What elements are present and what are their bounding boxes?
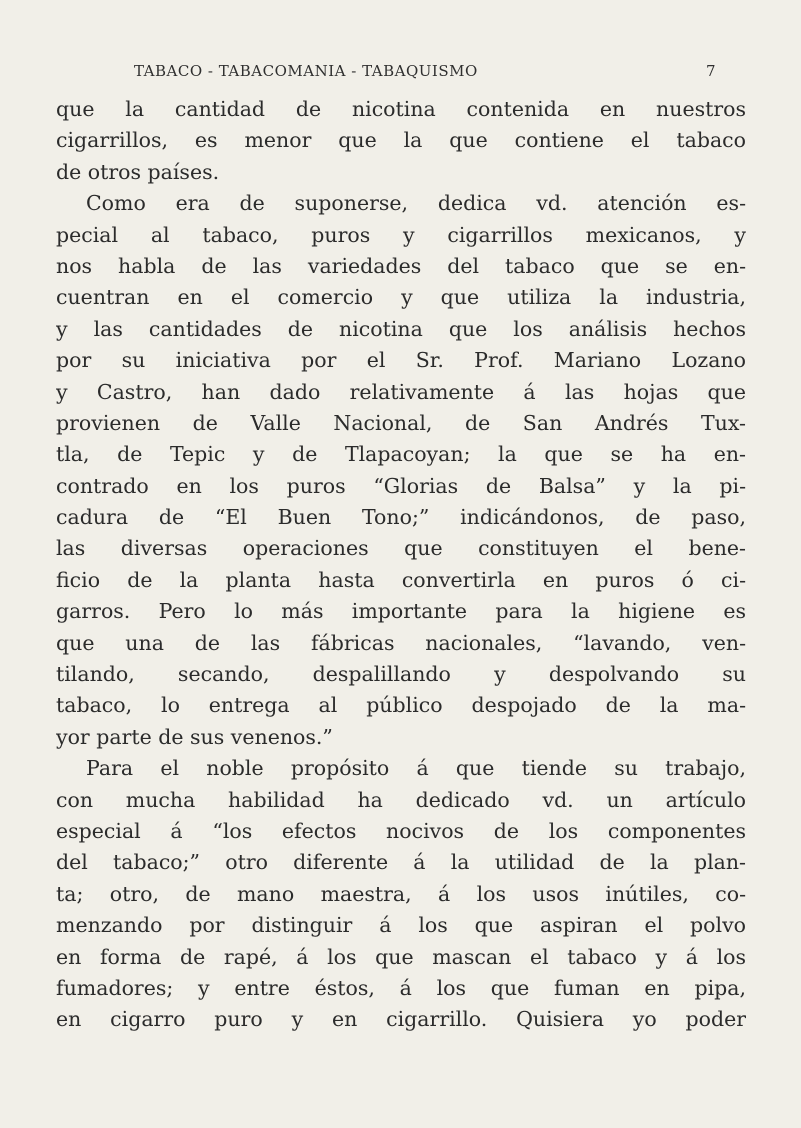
text-line: menzando por distinguir á los que aspiran el polvo: [56, 913, 746, 938]
text-line: Para el noble propósito á que tiende su trabajo,: [86, 756, 746, 781]
running-header: [122, 60, 728, 84]
text-line: en forma de rapé, á los que mascan el tabaco y á los: [56, 944, 746, 969]
text-line: cigarrillos, es menor que la que contiene el tabaco: [56, 128, 746, 153]
text-line: Como era de suponerse, dedica vd. atención es-: [86, 191, 746, 216]
page-number: 7: [705, 62, 716, 80]
text-line: y las cantidades de nicotina que los análisis hechos: [56, 316, 746, 341]
text-line: que la cantidad de nicotina contenida en nuestros: [56, 97, 746, 121]
text-line: tla, de Tepic y de Tlapacoyan; la que se ha en-: [56, 442, 746, 467]
text-line: fumadores; y entre éstos, á los que fuman en pipa,: [56, 975, 746, 1000]
text-line: del tabaco;” otro diferente á la utilidad de la plan-: [56, 850, 746, 875]
text-line: especial á “los efectos nocivos de los componentes: [56, 818, 746, 843]
text-line: contrado en los puros “Glorias de Balsa” y la pi-: [56, 473, 746, 498]
body-text: [56, 94, 746, 1036]
text-line: en cigarro puro y en cigarrillo. Quisiera yo poder: [56, 1007, 746, 1032]
text-line: nos habla de las variedades del tabaco que se en-: [56, 253, 746, 278]
text-line: cuentran en el comercio y que utiliza la industria,: [56, 285, 746, 310]
text-line: cadura de “El Buen Tono;” indicándonos, de paso,: [56, 505, 746, 530]
text-line: ta; otro, de mano maestra, á los usos inútiles, co-: [56, 881, 746, 906]
running-title: TABACO - TABACOMANIA - TABAQUISMO: [134, 62, 478, 80]
text-line: tabaco, lo entrega al público despojado de la ma-: [56, 693, 746, 718]
text-line: las diversas operaciones que constituyen el bene-: [56, 536, 746, 561]
text-line: yor parte de sus venenos.”: [56, 724, 333, 749]
text-line: tilando, secando, despalillando y despolvando su: [56, 662, 746, 687]
text-line: y Castro, han dado relativamente á las hojas que: [56, 379, 746, 404]
text-line: con mucha habilidad ha dedicado vd. un artículo: [56, 787, 746, 812]
text-line: ficio de la planta hasta convertirla en puros ó ci-: [56, 567, 746, 592]
text-line: por su iniciativa por el Sr. Prof. Mariano Lozano: [56, 348, 746, 373]
text-line: garros. Pero lo más importante para la higiene es: [56, 599, 746, 624]
text-line: pecial al tabaco, puros y cigarrillos mexicanos, y: [56, 222, 746, 247]
text-line: provienen de Valle Nacional, de San Andrés Tux-: [56, 410, 746, 435]
text-line: de otros países.: [56, 159, 220, 184]
text-line: que una de las fábricas nacionales, “lavando, ven-: [56, 630, 746, 655]
